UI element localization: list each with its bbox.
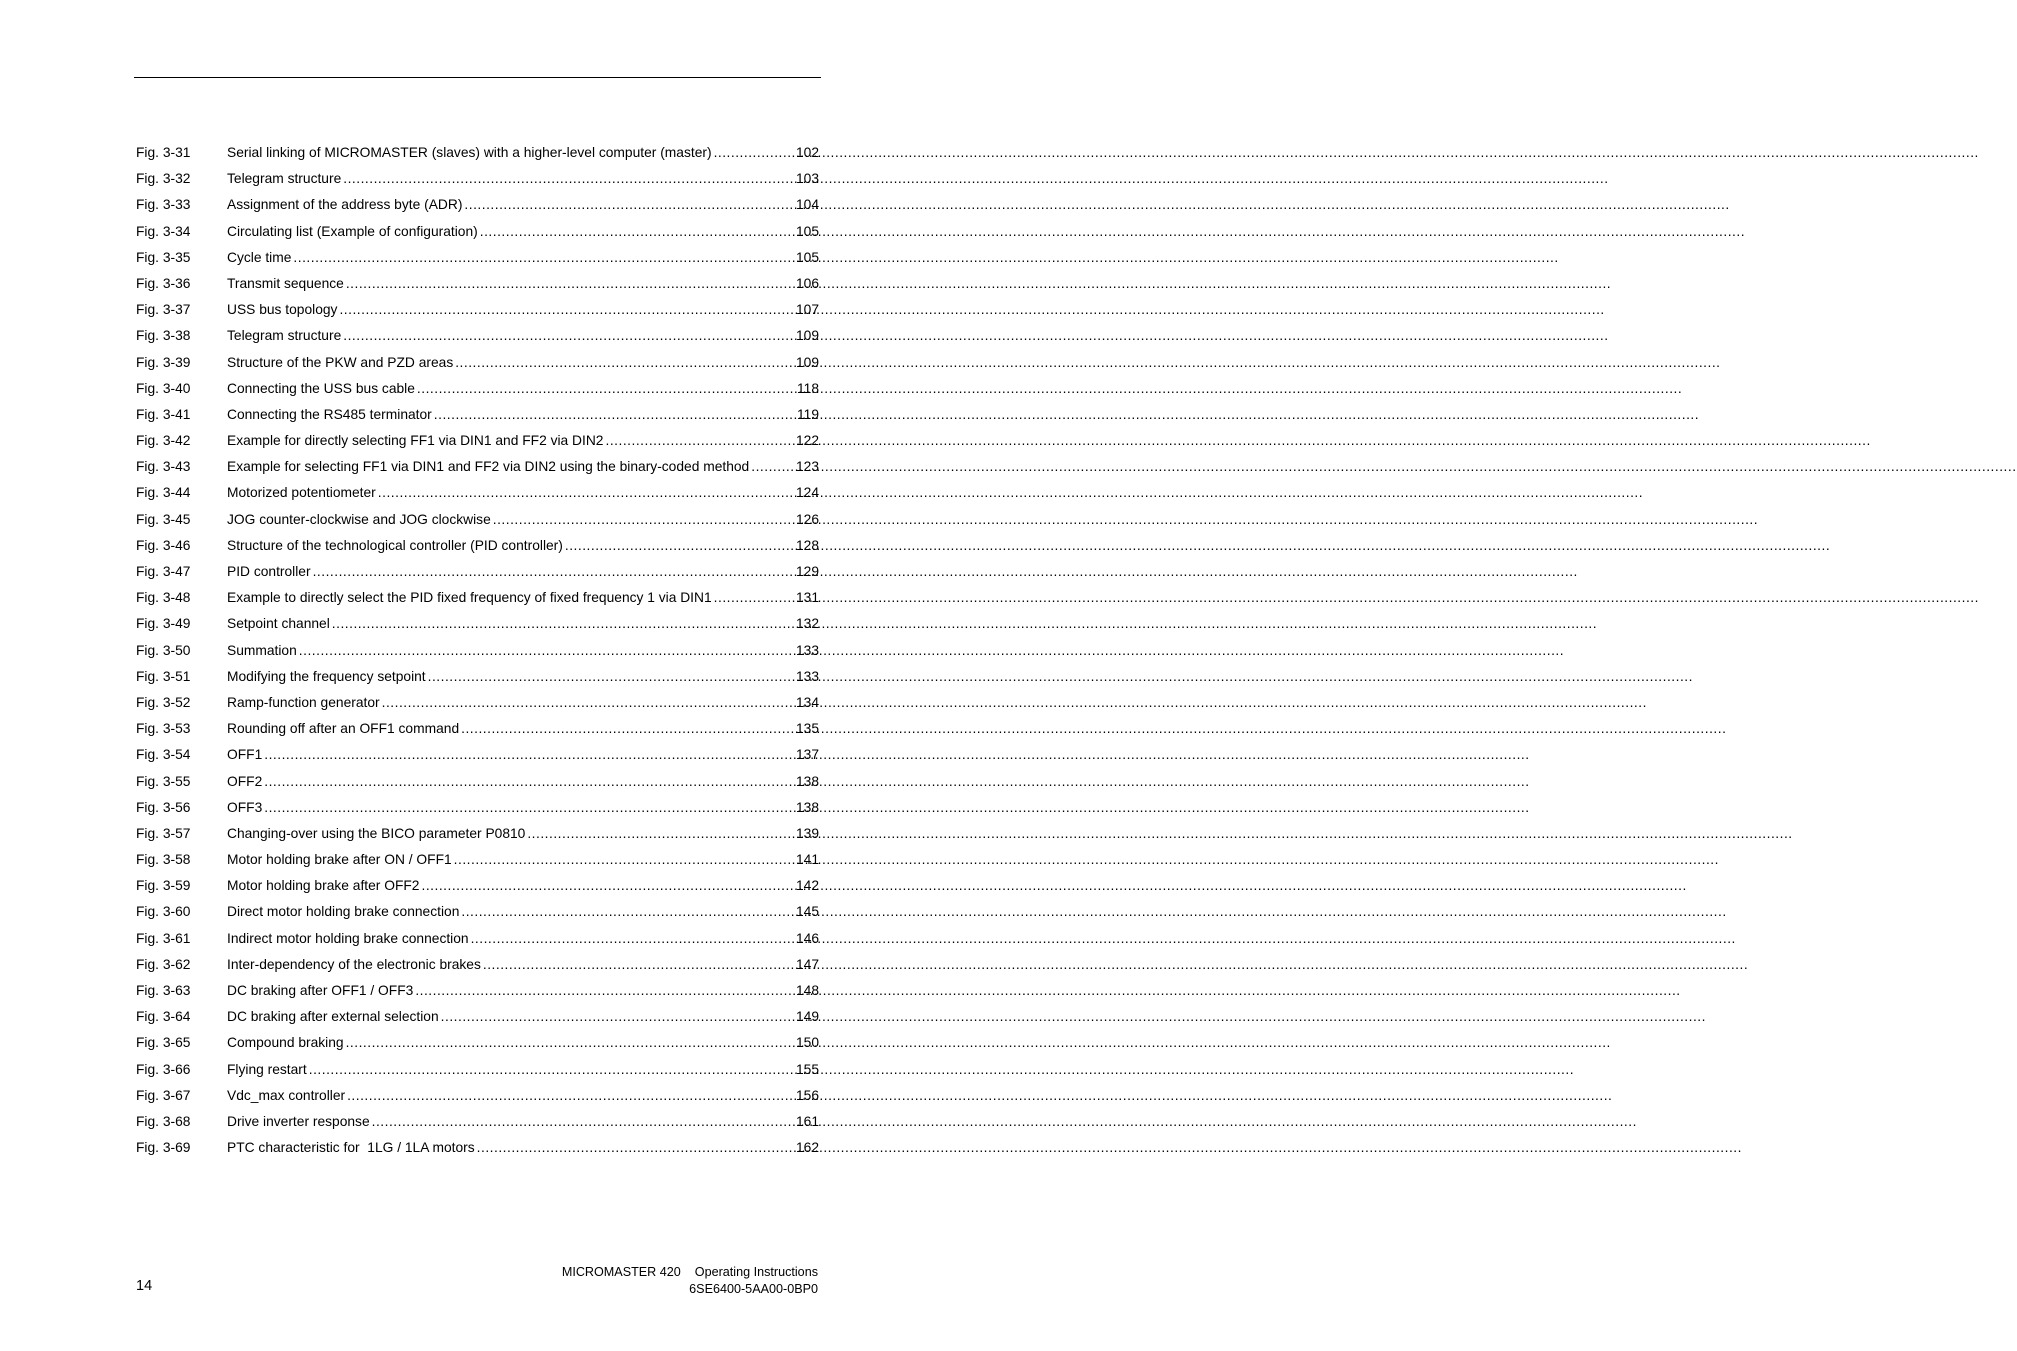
- figure-page-number: 138: [795, 799, 819, 815]
- figure-number: Fig. 3-39: [136, 354, 191, 370]
- page-number: 14: [136, 1278, 153, 1294]
- dot-leader: [347, 1083, 794, 1109]
- toc-entry[interactable]: [136, 873, 819, 899]
- figure-page-number: 150: [795, 1035, 819, 1051]
- toc-entry[interactable]: [136, 166, 819, 192]
- figure-title: Direct motor holding brake connection: [227, 904, 460, 920]
- figure-page-number: 145: [795, 904, 819, 920]
- list-of-figures: [136, 140, 819, 1161]
- toc-entry[interactable]: [136, 507, 819, 533]
- figure-page-number: 134: [795, 694, 819, 710]
- figure-title: OFF1: [227, 747, 263, 763]
- figure-number: Fig. 3-61: [136, 930, 191, 946]
- dot-leader: [346, 271, 794, 297]
- figure-title: Summation: [227, 642, 297, 658]
- figure-title: Flying restart: [227, 1061, 307, 1077]
- figure-number: Fig. 3-66: [136, 1061, 191, 1077]
- toc-entry[interactable]: [136, 585, 819, 611]
- toc-entry[interactable]: [136, 402, 819, 428]
- figure-title: PTC characteristic for 1LG / 1LA motors: [227, 1140, 475, 1156]
- dot-leader: [434, 402, 795, 428]
- toc-entry[interactable]: [136, 271, 819, 297]
- dot-leader: [382, 690, 794, 716]
- figure-title: Serial linking of MICROMASTER (slaves) with a higher-level computer (master): [227, 145, 712, 160]
- toc-entry[interactable]: [136, 1004, 819, 1030]
- dot-leader: [339, 297, 794, 323]
- figure-page-number: 129: [795, 564, 819, 579]
- figure-title: Rounding off after an OFF1 command: [227, 721, 460, 737]
- figure-page-number: 109: [795, 354, 819, 370]
- figure-number: Fig. 3-49: [136, 616, 191, 632]
- toc-entry[interactable]: [136, 1083, 819, 1109]
- figure-number: Fig. 3-63: [136, 983, 191, 998]
- figure-number: Fig. 3-36: [136, 275, 191, 291]
- toc-entry[interactable]: [136, 219, 819, 245]
- toc-entry[interactable]: [136, 297, 819, 323]
- dot-leader: [343, 166, 794, 192]
- figure-number: Fig. 3-53: [136, 721, 191, 737]
- dot-leader: [343, 323, 794, 349]
- figure-page-number: 149: [795, 1009, 819, 1025]
- figure-number: Fig. 3-31: [136, 145, 191, 160]
- dot-leader: [483, 952, 794, 978]
- footer-info: [562, 1264, 818, 1297]
- dot-leader: [455, 350, 794, 376]
- figure-page-number: 105: [795, 249, 819, 265]
- dot-leader: [464, 192, 794, 218]
- toc-entry[interactable]: [136, 795, 819, 821]
- figure-page-number: 155: [795, 1061, 819, 1077]
- figure-number: Fig. 3-34: [136, 223, 191, 239]
- figure-page-number: 133: [795, 668, 819, 684]
- toc-entry[interactable]: [136, 559, 819, 585]
- dot-leader: [493, 507, 794, 533]
- figure-number: Fig. 3-68: [136, 1113, 191, 1129]
- toc-entry[interactable]: [136, 350, 819, 376]
- figure-number: Fig. 3-41: [136, 406, 191, 422]
- dot-leader: [751, 454, 794, 480]
- figure-title: Circulating list (Example of configuration): [227, 223, 478, 239]
- figure-number: Fig. 3-64: [136, 1009, 191, 1025]
- figure-title: DC braking after OFF1 / OFF3: [227, 983, 414, 998]
- toc-entry[interactable]: [136, 192, 819, 218]
- toc-entry[interactable]: [136, 1057, 819, 1083]
- figure-number: Fig. 3-40: [136, 380, 191, 396]
- dot-leader: [454, 847, 794, 873]
- toc-entry[interactable]: [136, 1030, 819, 1056]
- figure-number: Fig. 3-35: [136, 249, 191, 265]
- figure-page-number: 139: [795, 825, 819, 841]
- toc-entry[interactable]: [136, 454, 819, 480]
- dot-leader: [461, 716, 794, 742]
- dot-leader: [714, 585, 794, 611]
- figure-title: Structure of the PKW and PZD areas: [227, 354, 454, 370]
- figure-title: Structure of the technological controller (PID controller): [227, 537, 563, 553]
- figure-number: Fig. 3-47: [136, 564, 191, 579]
- figure-page-number: 124: [795, 485, 819, 501]
- figure-title: Motor holding brake after OFF2: [227, 878, 420, 894]
- dot-leader: [417, 376, 795, 402]
- toc-entry[interactable]: [136, 847, 819, 873]
- toc-entry[interactable]: [136, 428, 819, 454]
- figure-title: OFF2: [227, 773, 263, 789]
- figure-page-number: 141: [795, 852, 819, 868]
- dot-leader: [461, 899, 794, 925]
- toc-entry[interactable]: [136, 716, 819, 742]
- figure-number: Fig. 3-48: [136, 590, 191, 606]
- figure-page-number: 123: [795, 459, 819, 475]
- figure-title: Setpoint channel: [227, 616, 330, 632]
- figure-title: Connecting the RS485 terminator: [227, 406, 432, 422]
- dot-leader: [293, 245, 794, 271]
- figure-page-number: 109: [795, 328, 819, 344]
- figure-page-number: 126: [795, 511, 819, 527]
- figure-title: Example for selecting FF1 via DIN1 and FF2 via DIN2 using the binary-coded method: [227, 459, 750, 475]
- figure-number: Fig. 3-58: [136, 852, 191, 868]
- toc-entry[interactable]: [136, 480, 819, 506]
- toc-entry[interactable]: [136, 690, 819, 716]
- figure-page-number: 138: [795, 773, 819, 789]
- dot-leader: [471, 926, 794, 952]
- figure-number: Fig. 3-37: [136, 302, 191, 318]
- dot-leader: [421, 873, 793, 899]
- figure-page-number: 107: [795, 302, 819, 318]
- figure-title: Example for directly selecting FF1 via DIN1 and FF2 via DIN2: [227, 433, 604, 449]
- figure-title: Motor holding brake after ON / OFF1: [227, 852, 452, 868]
- figure-number: Fig. 3-43: [136, 459, 191, 475]
- dot-leader: [372, 1109, 794, 1135]
- figure-page-number: 122: [795, 433, 819, 449]
- figure-title: Transmit sequence: [227, 275, 344, 291]
- dot-leader: [428, 664, 794, 690]
- toc-entry[interactable]: [136, 638, 819, 664]
- dot-leader: [527, 821, 794, 847]
- figure-number: Fig. 3-69: [136, 1140, 191, 1156]
- figure-number: Fig. 3-60: [136, 904, 191, 920]
- figure-number: Fig. 3-46: [136, 537, 191, 553]
- dot-leader: [605, 428, 793, 454]
- toc-entry[interactable]: [136, 376, 819, 402]
- dot-leader: [264, 769, 794, 795]
- figure-page-number: 103: [795, 171, 819, 187]
- footer-order-number: 6SE6400-5AA00-0BP0: [689, 1281, 818, 1296]
- dot-leader: [309, 1057, 794, 1083]
- toc-entry[interactable]: [136, 926, 819, 952]
- figure-page-number: 156: [795, 1087, 819, 1103]
- figure-page-number: 119: [797, 406, 819, 422]
- figure-title: Telegram structure: [227, 171, 342, 187]
- figure-number: Fig. 3-57: [136, 825, 191, 841]
- figure-title: Motorized potentiometer: [227, 485, 376, 501]
- figure-number: Fig. 3-45: [136, 511, 191, 527]
- figure-page-number: 132: [795, 616, 819, 632]
- figure-page-number: 161: [795, 1113, 819, 1129]
- figure-title: Telegram structure: [227, 328, 342, 344]
- toc-entry[interactable]: [136, 952, 819, 978]
- dot-leader: [714, 140, 794, 166]
- figure-page-number: 104: [795, 197, 819, 213]
- figure-title: JOG counter-clockwise and JOG clockwise: [227, 511, 491, 527]
- figure-page-number: 135: [795, 721, 819, 737]
- figure-number: Fig. 3-62: [136, 956, 191, 972]
- figure-number: Fig. 3-59: [136, 878, 191, 894]
- figure-number: Fig. 3-55: [136, 773, 191, 789]
- figure-title: Drive inverter response: [227, 1113, 370, 1129]
- figure-page-number: 162: [795, 1140, 819, 1156]
- dot-leader: [378, 480, 794, 506]
- figure-page-number: 148: [795, 983, 819, 998]
- figure-title: Changing-over using the BICO parameter P0810: [227, 825, 526, 841]
- figure-title: Compound braking: [227, 1035, 344, 1051]
- figure-page-number: 147: [795, 956, 819, 972]
- figure-page-number: 106: [795, 275, 819, 291]
- figure-title: OFF3: [227, 799, 263, 815]
- dot-leader: [415, 978, 794, 1004]
- dot-leader: [565, 533, 794, 559]
- toc-entry[interactable]: [136, 742, 819, 768]
- figure-page-number: 131: [795, 590, 819, 606]
- dot-leader: [346, 1030, 794, 1056]
- toc-entry[interactable]: [136, 611, 819, 637]
- figure-number: Fig. 3-42: [136, 433, 191, 449]
- figure-page-number: 118: [797, 380, 819, 396]
- figure-title: PID controller: [227, 564, 311, 579]
- figure-title: Modifying the frequency setpoint: [227, 668, 426, 684]
- toc-entry[interactable]: [136, 533, 819, 559]
- figure-page-number: 105: [795, 223, 819, 239]
- dot-leader: [441, 1004, 794, 1030]
- figure-title: DC braking after external selection: [227, 1009, 439, 1025]
- toc-entry[interactable]: [136, 821, 819, 847]
- figure-page-number: 133: [795, 642, 819, 658]
- toc-entry[interactable]: [136, 140, 819, 166]
- figure-number: Fig. 3-67: [136, 1087, 191, 1103]
- figure-number: Fig. 3-44: [136, 485, 191, 501]
- figure-title: USS bus topology: [227, 302, 338, 318]
- figure-title: Assignment of the address byte (ADR): [227, 197, 463, 213]
- figure-title: Example to directly select the PID fixed frequency of fixed frequency 1 via DIN1: [227, 590, 712, 606]
- toc-entry[interactable]: [136, 323, 819, 349]
- toc-entry[interactable]: [136, 978, 819, 1004]
- toc-entry[interactable]: [136, 899, 819, 925]
- figure-number: Fig. 3-50: [136, 642, 191, 658]
- header-rule: [134, 77, 821, 78]
- figure-page-number: 102: [795, 145, 819, 160]
- toc-entry[interactable]: [136, 1109, 819, 1135]
- dot-leader: [477, 1135, 794, 1161]
- figure-number: Fig. 3-54: [136, 747, 191, 763]
- figure-number: Fig. 3-56: [136, 799, 191, 815]
- figure-page-number: 128: [795, 537, 819, 553]
- footer-product: MICROMASTER 420 Operating Instructions: [561, 1265, 818, 1279]
- figure-page-number: 137: [795, 747, 819, 763]
- dot-leader: [332, 611, 794, 637]
- figure-number: Fig. 3-33: [136, 197, 191, 213]
- dot-leader: [480, 219, 794, 245]
- figure-number: Fig. 3-52: [136, 694, 191, 710]
- toc-entry[interactable]: [136, 245, 819, 271]
- figure-page-number: 142: [795, 878, 819, 894]
- dot-leader: [299, 638, 794, 664]
- figure-title: Inter-dependency of the electronic brakes: [227, 956, 481, 972]
- figure-number: Fig. 3-51: [136, 668, 191, 684]
- figure-number: Fig. 3-38: [136, 328, 191, 344]
- figure-title: Cycle time: [227, 249, 292, 265]
- figure-title: Ramp-function generator: [227, 694, 380, 710]
- dot-leader: [313, 559, 794, 585]
- figure-page-number: 146: [795, 930, 819, 946]
- toc-entry[interactable]: [136, 1135, 819, 1161]
- figure-number: Fig. 3-32: [136, 171, 191, 187]
- figure-number: Fig. 3-65: [136, 1035, 191, 1051]
- figure-title: Indirect motor holding brake connection: [227, 930, 469, 946]
- dot-leader: [264, 742, 794, 768]
- figure-title: Connecting the USS bus cable: [227, 380, 415, 396]
- toc-entry[interactable]: [136, 664, 819, 690]
- toc-entry[interactable]: [136, 769, 819, 795]
- dot-leader: [264, 795, 794, 821]
- figure-title: Vdc_max controller: [227, 1087, 346, 1103]
